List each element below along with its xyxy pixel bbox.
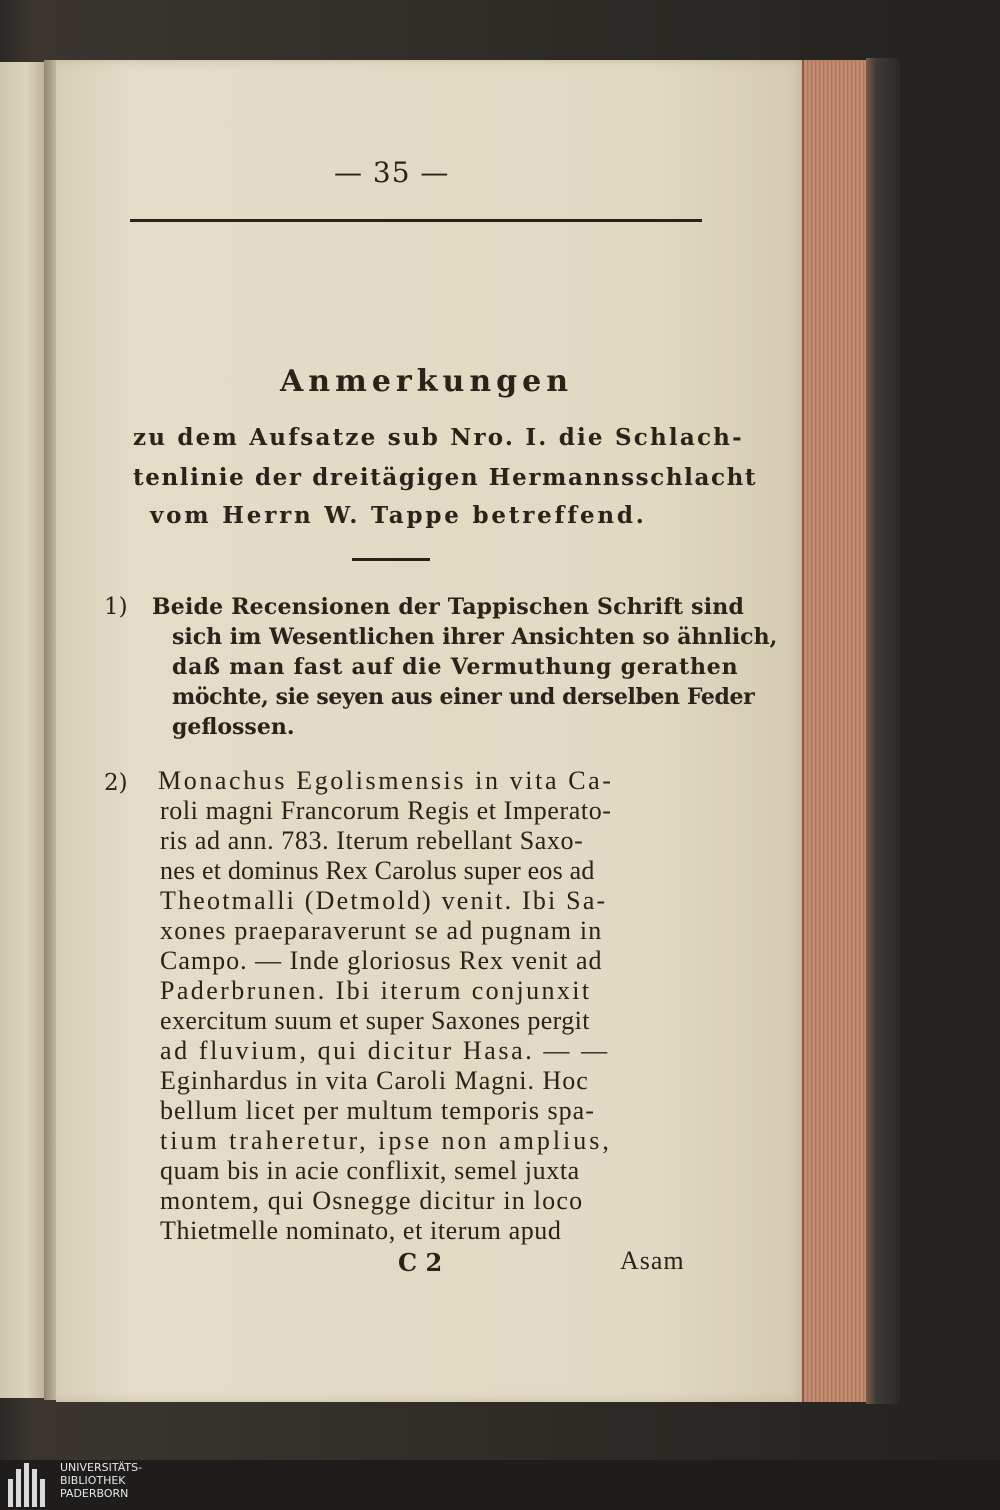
book-cover bbox=[866, 58, 900, 1404]
note-2-line: quam bis in acie conflixit, semel juxta bbox=[160, 1156, 580, 1185]
note-1-line: geflossen. bbox=[172, 714, 295, 740]
catchword: Asam bbox=[620, 1246, 685, 1275]
note-2-line: xones praeparaverunt se ad pugnam in bbox=[160, 916, 603, 945]
subheading-line-2: tenlinie der dreitägigen Hermannsschlacht bbox=[133, 464, 758, 491]
header-rule bbox=[130, 219, 702, 222]
note-2-line: Monachus Egolismensis in vita Ca- bbox=[158, 766, 614, 795]
note-1-line: Beide Recensionen der Tappischen Schrift sind bbox=[152, 594, 745, 620]
note-2-line: ad fluvium, qui dicitur Hasa. — — bbox=[160, 1036, 610, 1065]
note-2-line: Eginhardus in vita Caroli Magni. Hoc bbox=[160, 1066, 589, 1095]
section-rule bbox=[352, 558, 430, 561]
note-2-line: nes et dominus Rex Carolus super eos ad bbox=[160, 856, 595, 885]
subheading-line-1: zu dem Aufsatze sub Nro. I. die Schlach- bbox=[133, 424, 744, 451]
signature-mark: C 2 bbox=[398, 1248, 443, 1277]
page-number: — 35 — bbox=[334, 156, 450, 189]
note-2-line: Thietmelle nominato, et iterum apud bbox=[160, 1216, 562, 1245]
note-2-line: roli magni Francorum Regis et Imperato- bbox=[160, 796, 612, 825]
note-2-line: exercitum suum et super Saxones pergit bbox=[160, 1006, 590, 1035]
library-bar bbox=[0, 1460, 1000, 1510]
subheading-line-3: vom Herrn W. Tappe betreffend. bbox=[150, 502, 647, 529]
note-1-line: daß man fast auf die Vermuthung gerathen bbox=[172, 654, 739, 680]
note-2-line: ris ad ann. 783. Iterum rebellant Saxo- bbox=[160, 826, 584, 855]
note-1-line: sich im Wesentlichen ihrer Ansichten so ähnlich, bbox=[172, 624, 778, 650]
note-2-line: Campo. — Inde gloriosus Rex venit ad bbox=[160, 946, 603, 975]
note-2-line: Theotmalli (Detmold) venit. Ibi Sa- bbox=[160, 886, 608, 915]
page-edges bbox=[802, 60, 868, 1402]
note-2-line: Paderbrunen. Ibi iterum conjunxit bbox=[160, 976, 592, 1005]
heading: Anmerkungen bbox=[280, 364, 574, 399]
note-2-line: montem, qui Osnegge dicitur in loco bbox=[160, 1186, 584, 1215]
note-2-marker: 2) bbox=[104, 770, 128, 796]
library-name: UNIVERSITÄTS- BIBLIOTHEK PADERBORN bbox=[60, 1461, 143, 1500]
note-1-line: möchte, sie seyen aus einer und derselben Feder bbox=[172, 684, 755, 710]
note-2-line: tium traheretur, ipse non amplius, bbox=[160, 1126, 612, 1155]
note-1-marker: 1) bbox=[104, 594, 128, 620]
left-page-edge bbox=[0, 62, 46, 1398]
library-logo-icon bbox=[8, 1463, 48, 1507]
note-2-line: bellum licet per multum temporis spa- bbox=[160, 1096, 595, 1125]
